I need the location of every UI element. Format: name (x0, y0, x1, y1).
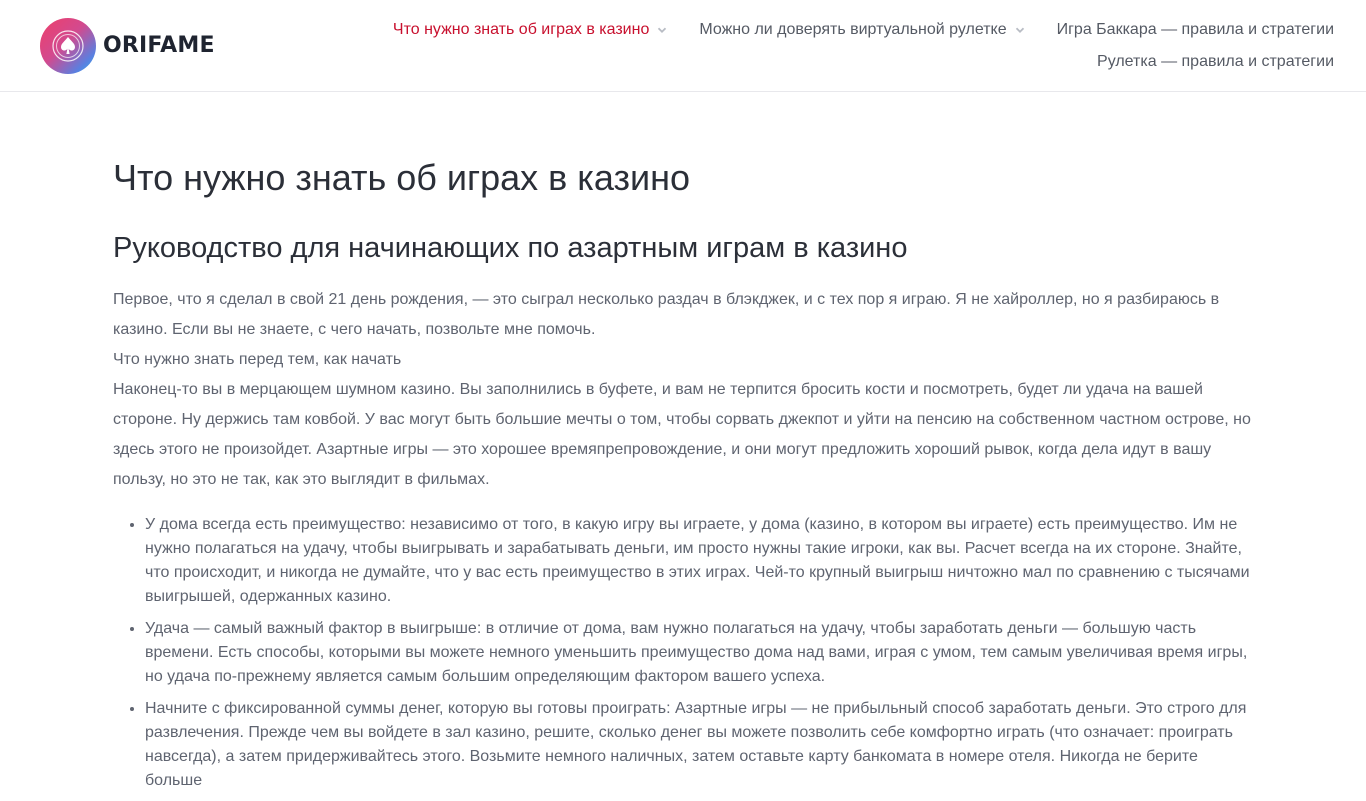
article (113, 92, 1253, 801)
list-item: • У дома всегда есть преимущество: независимо от того, в какую игру вы играете, у дома (казино, в котором вы играете) есть преимущество. Им не нужно полагаться на удачу, чтобы выигрывать и зарабатывать деньги, им просто нужны такие игроки, как вы. Расчет всегда на их стороне. Знайте, что происходит, и никогда не думайте, что у вас есть преимущество в этих играх. Чей-то крупный выигрыш ничтожно мал по сравнению с тысячами выигрышей, одержанных казино. (145, 513, 1253, 609)
nav-row-1 (354, 14, 1334, 46)
nav-item-baccarat[interactable] (1057, 21, 1334, 39)
nav-item-label: Рулетка — правила и стратегии (1097, 53, 1334, 70)
article-paragraph: Наконец-то вы в мерцающем шумном казино. Вы заполнились в буфете, и вам не терпится бросить кости и посмотреть, будет ли удача на вашей стороне. Ну держись там ковбой. У вас могут быть большие мечты о том, чтобы сорвать джекпот и уйти на пенсию на собственном частном острове, но здесь этого не произойдет. Азартные игры — это хорошее времяпрепровождение, и они могут предложить хороший рывок, когда дела идут в вашу пользу, но это не так, как это выглядит в фильмах. (113, 381, 1251, 488)
list-item: • Начните с фиксированной суммы денег, которую вы готовы проиграть: Азартные игры — не прибыльный способ заработать деньги. Это строго для развлечения. Прежде чем вы войдете в зал казино, решите, сколько денег вы можете позволить себе комфортно играть (что означает: проиграть навсегда), а затем придерживайтесь этого. Возьмите немного наличных, затем оставьте карту банкомата в номере отеля. Никогда не берите больше (145, 697, 1253, 793)
site-logo[interactable] (40, 17, 215, 74)
page-title: Что нужно знать об играх в казино (113, 157, 690, 198)
article-paragraph: Что нужно знать перед тем, как начать (113, 351, 402, 368)
chevron-down-icon (657, 25, 667, 35)
nav-row-2 (354, 46, 1334, 78)
list-item: • Удача — самый важный фактор в выигрыше: в отличие от дома, вам нужно полагаться на удачу, чтобы заработать деньги — большую часть времени. Есть способы, которыми вы можете немного уменьшить преимущество дома над вами, играя с умом, тем самым увеличивая время игры, но удача по-прежнему является самым большим определяющим фактором вашего успеха. (145, 617, 1253, 689)
nav-item-roulette[interactable] (1097, 53, 1334, 71)
article-paragraph: Первое, что я сделал в свой 21 день рождения, — это сыграл несколько раздач в блэкджек, и с тех пор я играю. Я не хайроллер, но я разбираюсь в казино. Если вы не знаете, с чего начать, позвольте мне помочь. (113, 291, 1220, 338)
chevron-down-icon (1015, 25, 1025, 35)
brand-name: ORIFAME (103, 33, 215, 58)
article-list (113, 513, 1253, 793)
nav-item-label: Игра Баккара — правила и стратегии (1056, 21, 1334, 38)
nav-item-casino-games[interactable] (393, 21, 667, 39)
site-header (0, 0, 1366, 92)
nav-item-label: Можно ли доверять виртуальной рулетке (699, 21, 1007, 38)
nav-item-virtual-roulette[interactable] (699, 21, 1024, 39)
main-nav (354, 14, 1334, 78)
nav-item-label: Что нужно знать об играх в казино (392, 21, 650, 38)
spade-circle-icon (40, 18, 96, 74)
section-title: Руководство для начинающих по азартным играм в казино (113, 232, 908, 264)
